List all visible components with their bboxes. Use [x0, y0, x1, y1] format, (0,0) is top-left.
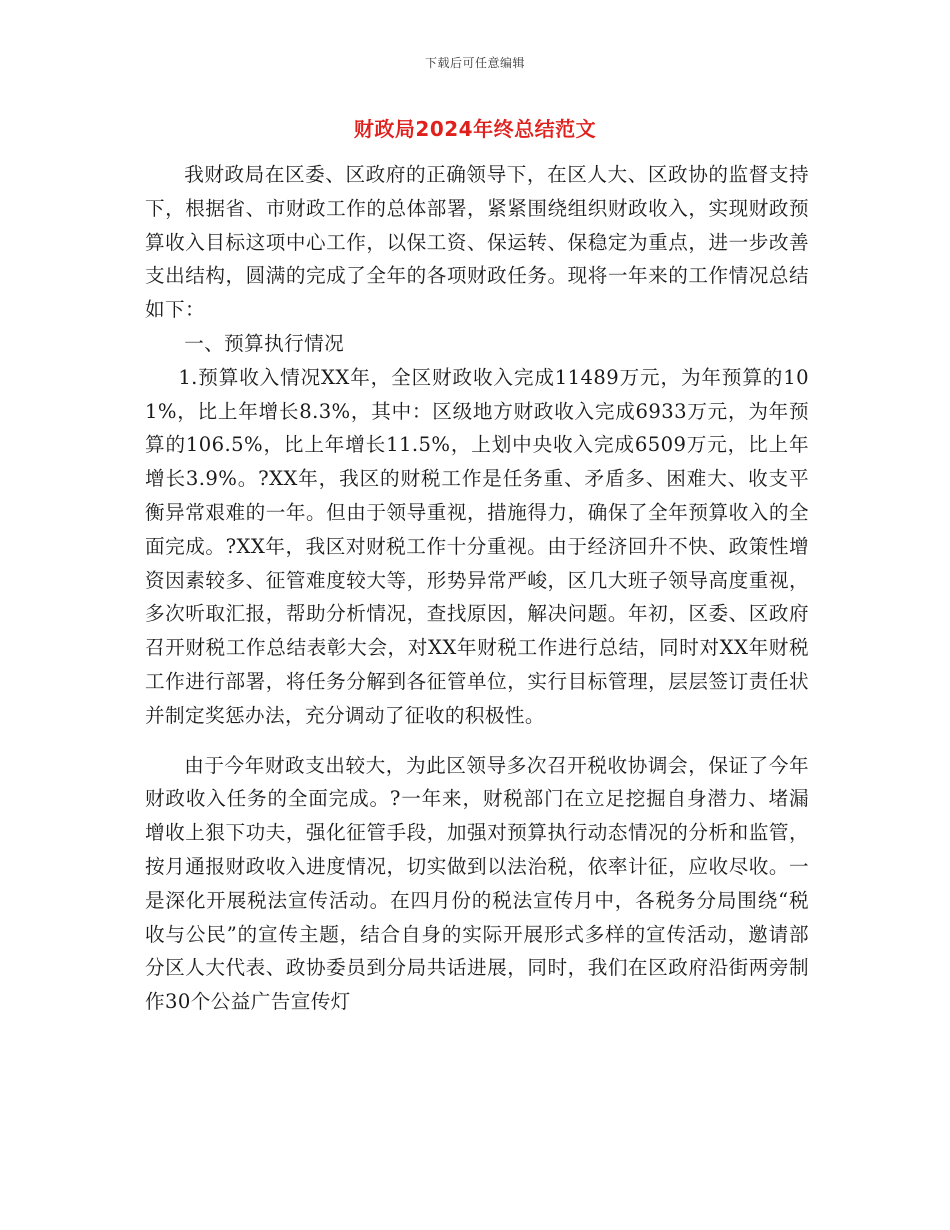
- document-title: 财政局2024年终总结范文: [353, 117, 597, 141]
- paragraph-expenditure: 由于今年财政支出较大，为此区领导多次召开税收协调会，保证了今年财政收入任务的全面完成。?一年来，财税部门在立足挖掘自身潜力、堵漏增收上狠下功夫，强化征管手段，加强对预算执行动态情况的分析和监管，按月通报财政收入进度情况，切实做到以法治税，依率计征，应收尽收。一是深化开展税法宣传活动。在四月份的税法宣传月中，各税务分局围绕“税收与公民”的宣传主题，结合自身的实际开展形式多样的宣传活动，邀请部分区人大代表、政协委员到分局共话进展，同时，我们在区政府沿街两旁制作30个公益广告宣传灯: [145, 753, 809, 1014]
- paragraph-intro: 我财政局在区委、区政府的正确领导下，在区人大、区政协的监督支持下，根据省、市财政工作的总体部署，紧紧围绕组织财政收入，实现财政预算收入目标这项中心工作，以保工资、保运转、保稳定为重点，进一步改善支出结构，圆满的完成了全年的各项财政任务。现将一年来的工作情况总结如下：: [145, 163, 809, 322]
- document-body: [145, 158, 809, 1019]
- header-note: 下载后可任意编辑: [424, 56, 525, 70]
- section-heading: 一、预算执行情况: [184, 331, 345, 355]
- paragraph-budget-income: 1.预算收入情况XX年，全区财政收入完成11489万元，为年预算的101%，比上年增长8.3%，其中：区级地方财政收入完成6933万元，为年预算的106.5%，比上年增长11.5%，上划中央收入完成6509万元，比上年增长3.9%。?XX年，我区的财税工作是任务重、矛盾多、困难大、收支平衡异常艰难的一年。但由于领导重视，措施得力，确保了全年预算收入的全面完成。?XX年，我区对财税工作十分重视。由于经济回升不快、政策性增资因素较多、征管难度较大等，形势异常严峻，区几大班子领导高度重视，多次听取汇报，帮助分析情况，查找原因，解决问题。年初，区委、区政府召开财税工作总结表彰大会，对XX年财税工作进行总结，同时对XX年财税工作进行部署，将任务分解到各征管单位，实行目标管理，层层签订责任状并制定奖惩办法，充分调动了征收的积极性。: [145, 365, 809, 727]
